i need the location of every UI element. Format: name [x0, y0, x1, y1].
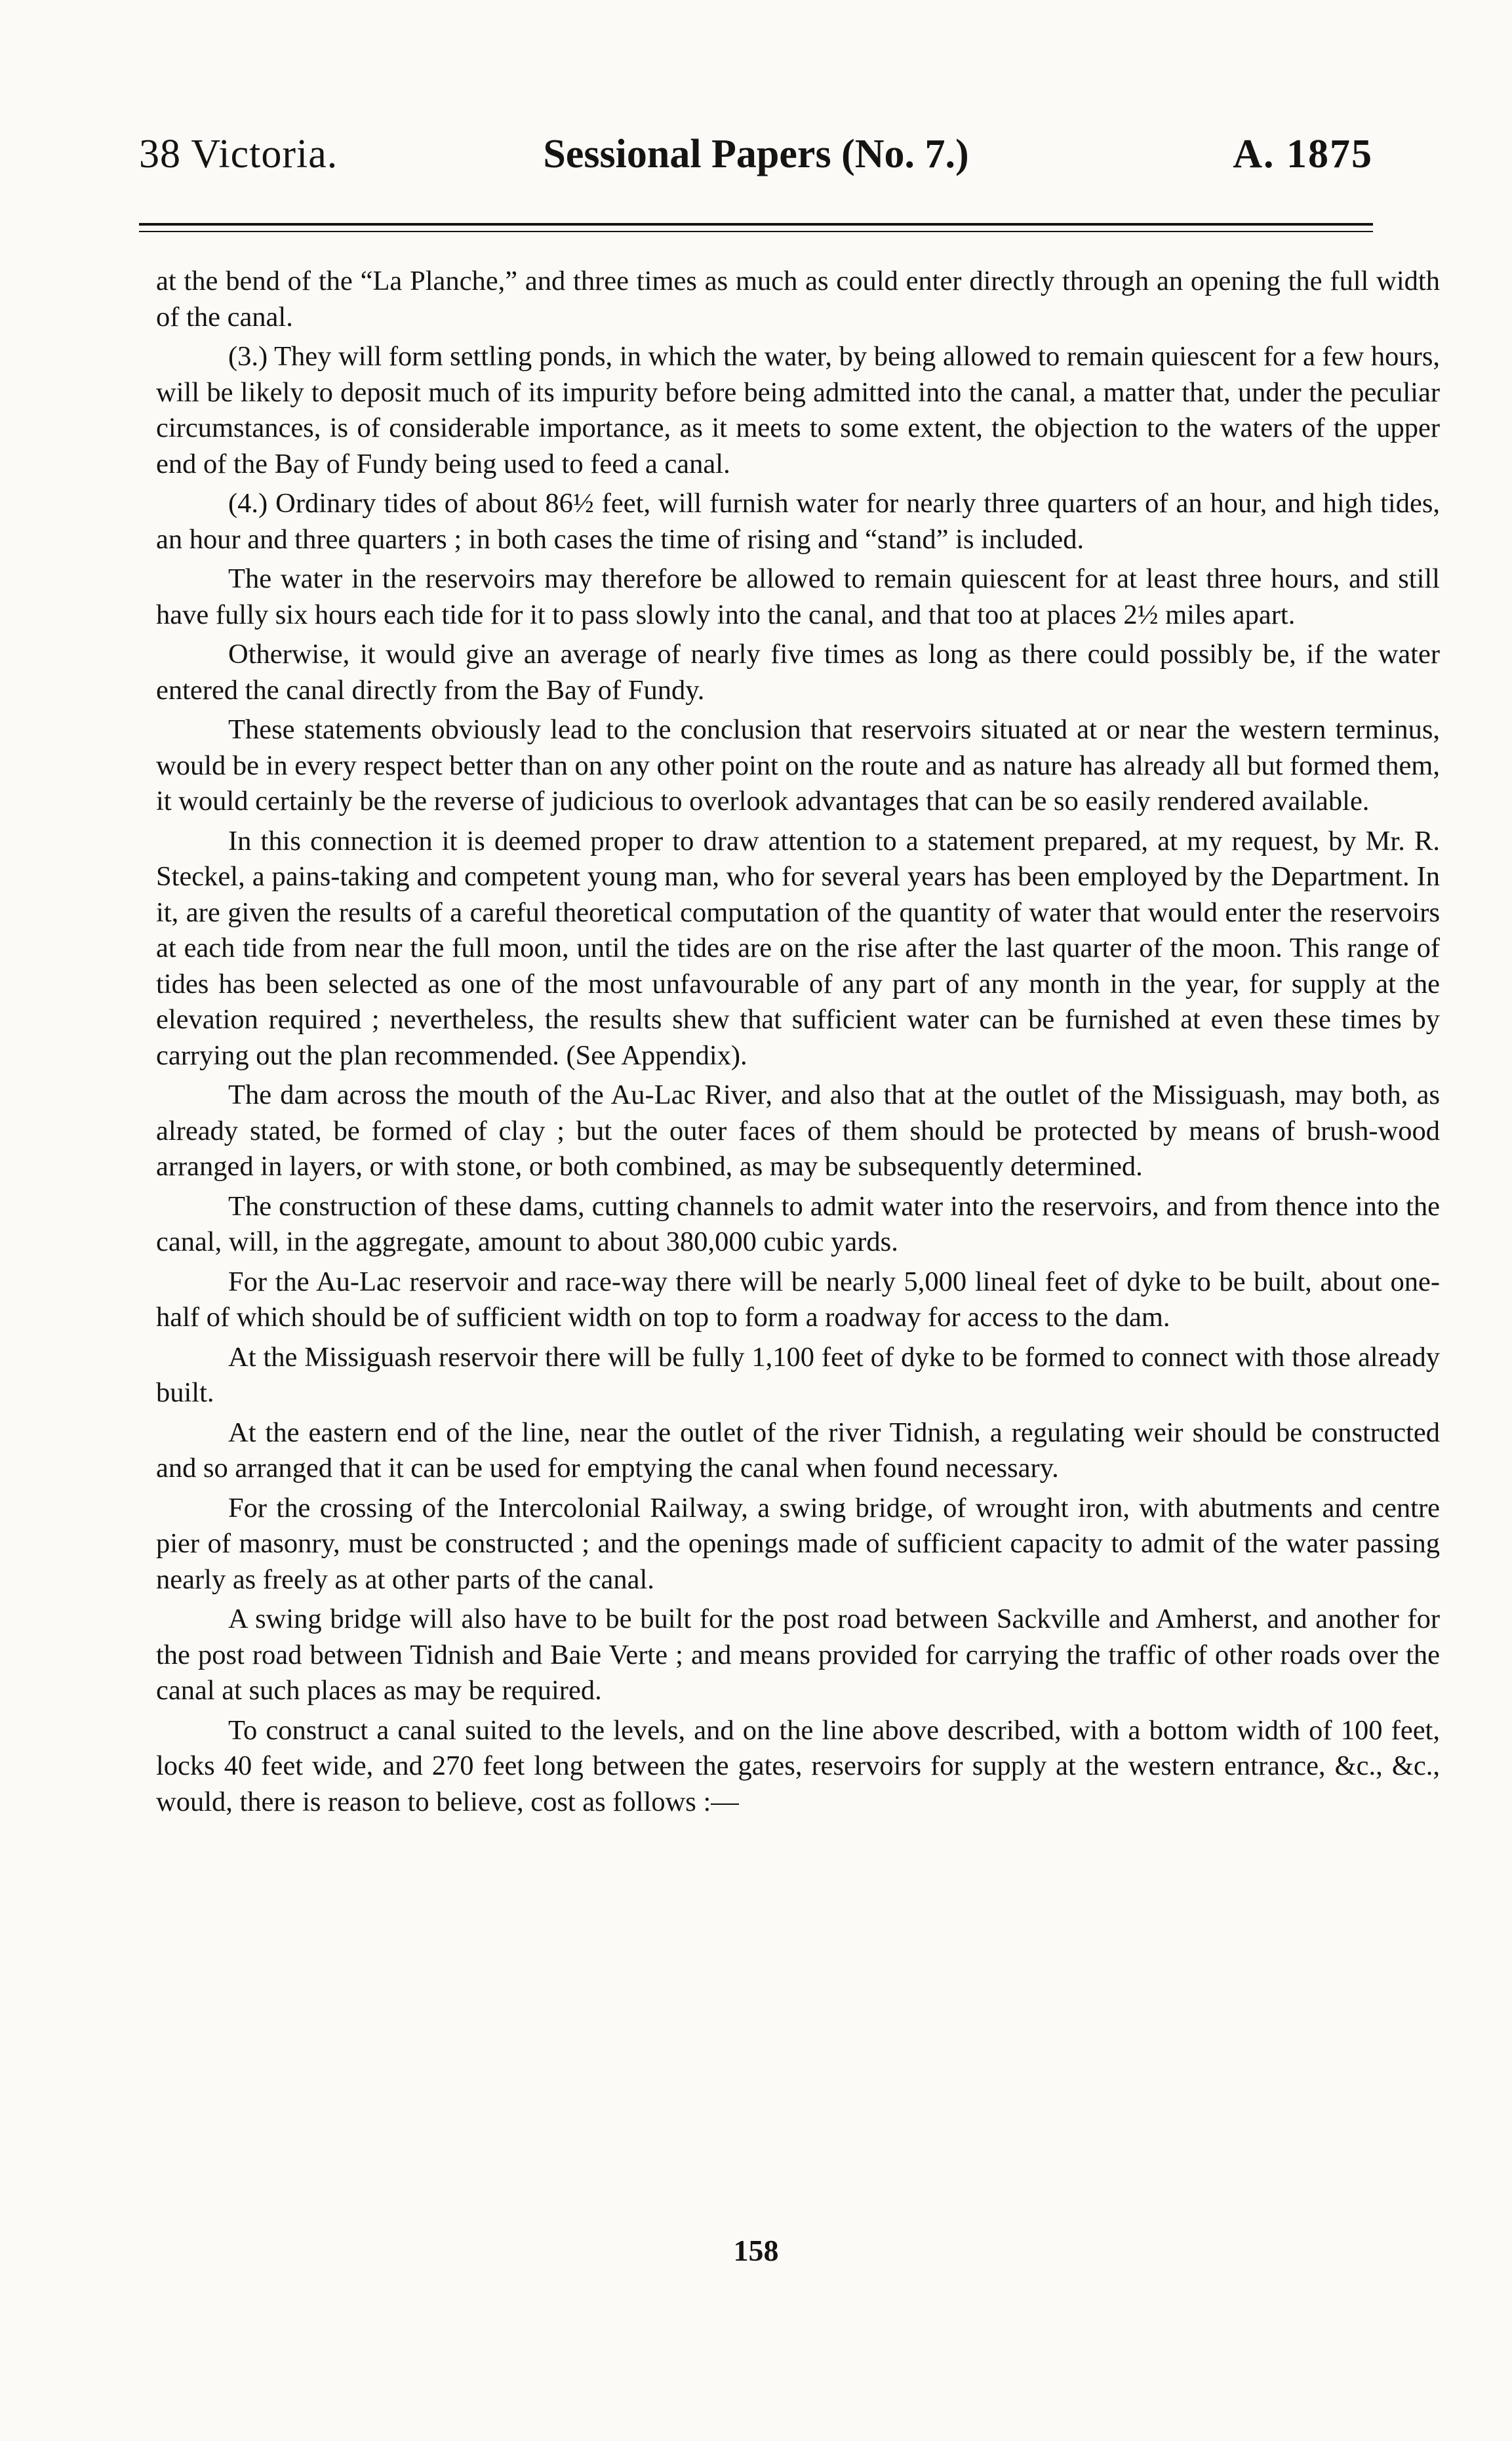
- paragraph: The dam across the mouth of the Au-Lac River, and also that at the outlet of the Missiguash, may both, as already stated, be formed of clay ; but the outer faces of them should be protected by means of brush-wood arranged in layers, or with stone, or both combined, as may be subsequently determined.: [156, 1079, 1440, 1182]
- running-header: [139, 125, 1373, 184]
- body-text: [156, 264, 1440, 1824]
- paragraph: These statements obviously lead to the conclusion that reservoirs situated at or near the western terminus, would be in every respect better than on any other point on the route and as nature has already all but formed them, it would certainly be the reverse of judicious to overlook advantages that can be so easily rendered available.: [156, 714, 1440, 817]
- header-rule-thin: [139, 231, 1373, 232]
- paragraph: The water in the reservoirs may therefore be allowed to remain quiescent for at least three hours, and still have fully six hours each tide for it to pass slowly into the canal, and that too at places 2½ miles apart.: [156, 563, 1440, 630]
- paragraph: Otherwise, it would give an average of nearly five times as long as there could possibly be, if the water entered the canal directly from the Bay of Fundy.: [156, 639, 1440, 706]
- paragraph: At the eastern end of the line, near the outlet of the river Tidnish, a regulating weir should be constructed and so arranged that it can be used for emptying the canal when found necessary.: [156, 1417, 1440, 1483]
- header-volume: 38 Victoria.: [139, 132, 338, 176]
- paragraph: A swing bridge will also have to be built for the post road between Sackville and Amherst, and another for the post road between Tidnish and Baie Verte ; and means provided for carrying the traffic of other roads over the canal at such places as may be required.: [156, 1604, 1440, 1706]
- paragraph: For the crossing of the Intercolonial Railway, a swing bridge, of wrought iron, with abutments and centre pier of masonry, must be constructed ; and the openings made of sufficient capacity to admit of the water passing nearly as freely as at other parts of the canal.: [156, 1492, 1440, 1595]
- paragraph: (4.) Ordinary tides of about 86½ feet, will furnish water for nearly three quarters of an hour, and high tides, an hour and three quarters ; in both cases the time of rising and “stand” is included.: [156, 488, 1440, 555]
- paragraph: To construct a canal suited to the levels, and on the line above described, with a bottom width of 100 feet, locks 40 feet wide, and 270 feet long between the gates, reservoirs for supply at the western entrance, &c., &c., would, there is reason to believe, cost as follows :—: [156, 1714, 1440, 1817]
- page-number: 158: [733, 2234, 779, 2267]
- header-year: A. 1875: [1233, 132, 1373, 176]
- paragraph: At the Missiguash reservoir there will be fully 1,100 feet of dyke to be formed to connect with those already built.: [156, 1341, 1440, 1408]
- header-title: Sessional Papers (No. 7.): [543, 132, 969, 176]
- paragraph: at the bend of the “La Planche,” and three times as much as could enter directly through an opening the full width of the canal.: [156, 266, 1440, 333]
- header-rule-thick: [139, 223, 1373, 226]
- paragraph: The construction of these dams, cutting channels to admit water into the reservoirs, and from thence into the canal, will, in the aggregate, amount to about 380,000 cubic yards.: [156, 1190, 1440, 1257]
- paragraph: In this connection it is deemed proper to draw attention to a statement prepared, at my request, by Mr. R. Steckel, a pains-taking and competent young man, who for several years has been employed by the Department. In it, are given the results of a careful theoretical computation of the quantity of water that would enter the reservoirs at each tide from near the full moon, until the tides are on the rise after the last quarter of the moon. This range of tides has been selected as one of the most unfavourable of any part of any month in the year, for supply at the elevation required ; nevertheless, the results shew that sufficient water can be furnished at even these times by carrying out the plan recommended. (See Appendix).: [156, 825, 1440, 1071]
- paragraph: (3.) They will form settling ponds, in which the water, by being allowed to remain quiescent for a few hours, will be likely to deposit much of its impurity before being admitted into the canal, a matter that, under the peculiar circumstances, is of considerable importance, as it meets to some extent, the objection to the waters of the upper end of the Bay of Fundy being used to feed a canal.: [156, 341, 1440, 479]
- paragraph: For the Au-Lac reservoir and race-way there will be nearly 5,000 lineal feet of dyke to be built, about one-half of which should be of sufficient width on top to form a roadway for access to the dam.: [156, 1266, 1440, 1333]
